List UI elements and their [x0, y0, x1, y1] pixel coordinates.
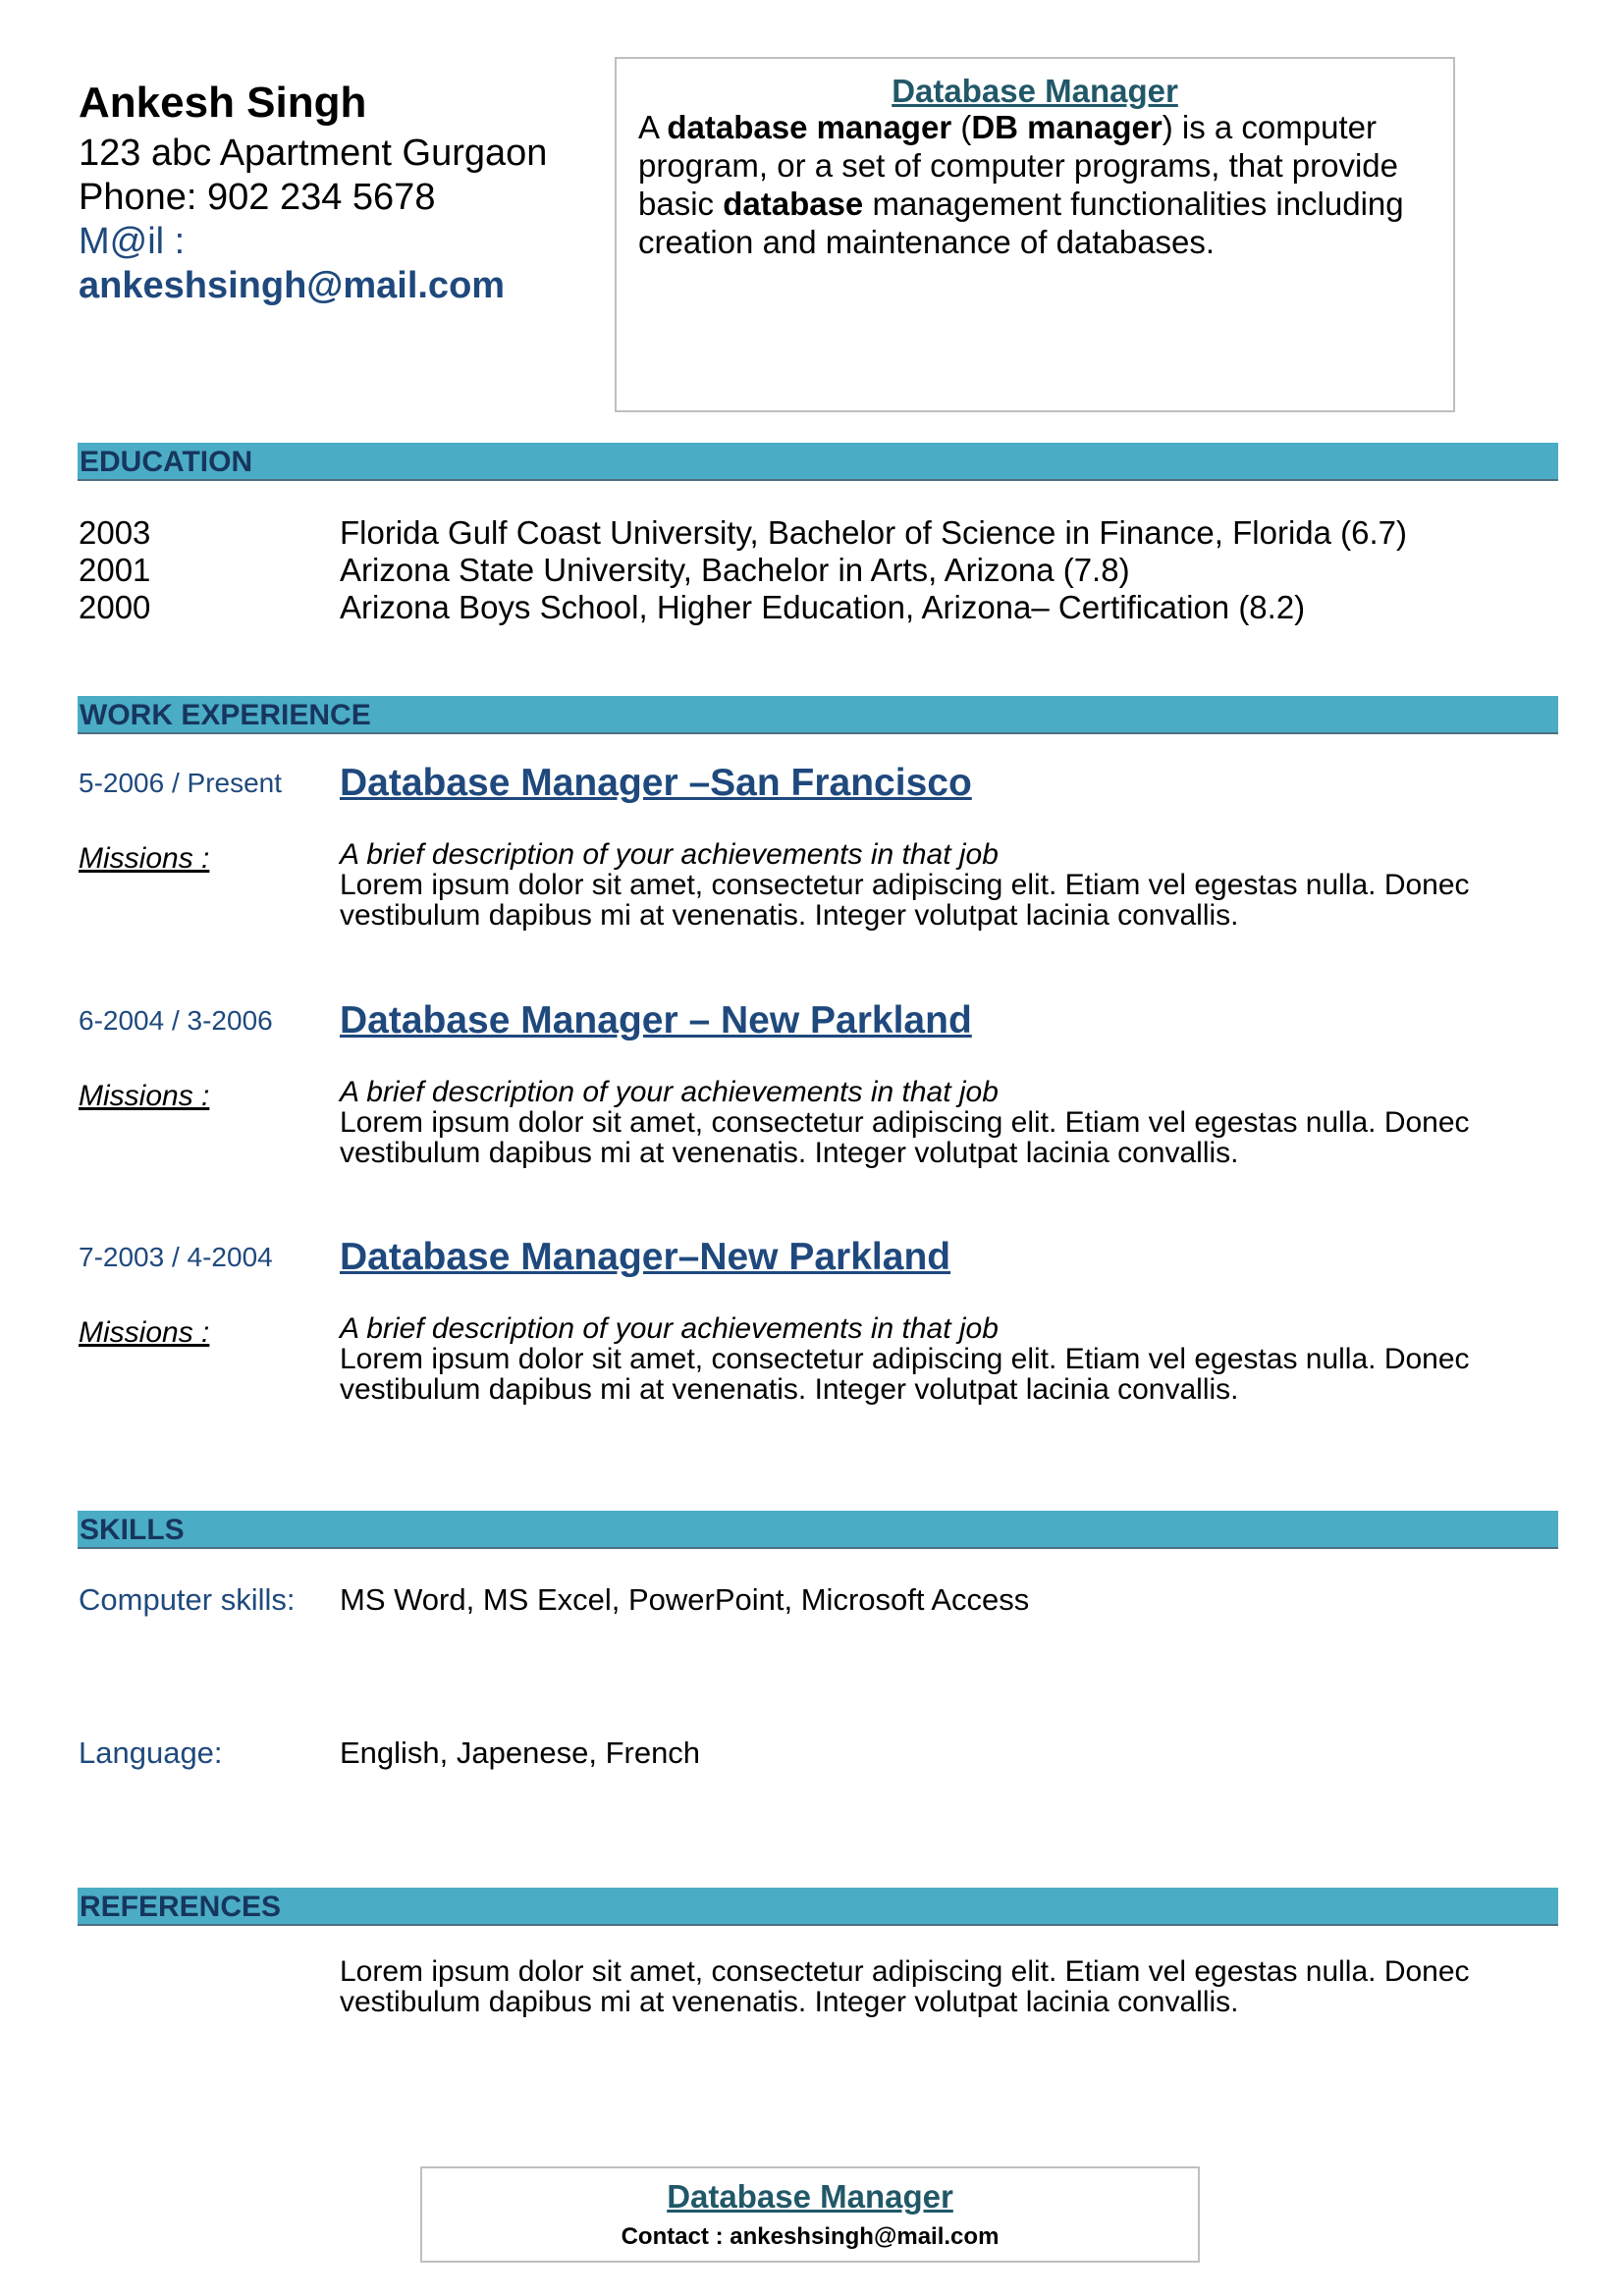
edu-year: 2001 [79, 552, 151, 588]
job-title[interactable]: Database Manager – New Parkland [340, 999, 972, 1041]
edu-year: 2000 [79, 589, 151, 625]
section-title: WORK EXPERIENCE [80, 699, 371, 731]
address: 123 abc Apartment Gurgaon [79, 133, 548, 174]
footer-box [420, 2166, 1200, 2263]
edu-year: 2003 [79, 514, 151, 551]
mail-label: M@il : [79, 221, 186, 262]
mail-address[interactable]: ankeshsingh@mail.com [79, 265, 506, 306]
computer-skills-value: MS Word, MS Excel, PowerPoint, Microsoft Access [340, 1582, 1030, 1617]
section-title: SKILLS [80, 1514, 185, 1546]
job-brief: A brief description of your achievements in that job [340, 1312, 999, 1345]
intro-title: Database Manager [892, 73, 1178, 109]
language-label: Language: [79, 1735, 223, 1770]
section-education [78, 443, 1558, 481]
section-work-experience [78, 696, 1558, 734]
job-dates: 7-2003 / 4-2004 [79, 1242, 273, 1272]
job-description [340, 1313, 1518, 1405]
computer-skills-label: Computer skills: [79, 1582, 296, 1617]
intro-box [615, 57, 1455, 412]
section-title: REFERENCES [80, 1891, 282, 1923]
job-description [340, 839, 1518, 931]
intro-text: A database manager (DB manager) is a computer program, or a set of computer programs, that provide basic database management functionalities including creation and maintenance of databases. [638, 109, 1404, 260]
job-dates: 6-2004 / 3-2006 [79, 1005, 273, 1036]
footer-title: Database Manager [667, 2178, 953, 2215]
edu-entry: Florida Gulf Coast University, Bachelor of Science in Finance, Florida (6.7) [340, 514, 1408, 551]
job-title[interactable]: Database Manager–New Parkland [340, 1236, 951, 1278]
job-brief: A brief description of your achievements in that job [340, 1076, 999, 1108]
job-desc-text: Lorem ipsum dolor sit amet, consectetur adipiscing elit. Etiam vel egestas nulla. Donec vestibulum dapibus mi at venenatis. Integer volutpat lacinia convallis. [340, 1343, 1470, 1406]
language-value: English, Japenese, French [340, 1735, 701, 1770]
job-desc-text: Lorem ipsum dolor sit amet, consectetur adipiscing elit. Etiam vel egestas nulla. Donec vestibulum dapibus mi at venenatis. Integer volutpat lacinia convallis. [340, 869, 1470, 932]
job-desc-text: Lorem ipsum dolor sit amet, consectetur adipiscing elit. Etiam vel egestas nulla. Donec vestibulum dapibus mi at venenatis. Integer volutpat lacinia convallis. [340, 1106, 1470, 1169]
job-brief: A brief description of your achievements in that job [340, 838, 999, 871]
references-text: Lorem ipsum dolor sit amet, consectetur adipiscing elit. Etiam vel egestas nulla. Donec vestibulum dapibus mi at venenatis. Integer volutpat lacinia convallis. [340, 1955, 1470, 2018]
missions-label: Missions : [79, 1080, 210, 1112]
job-description [340, 1077, 1518, 1168]
missions-label: Missions : [79, 842, 210, 875]
section-references [78, 1888, 1558, 1926]
footer-contact: Contact : ankeshsingh@mail.com [621, 2223, 1000, 2250]
job-title[interactable]: Database Manager –San Francisco [340, 762, 972, 804]
candidate-name: Ankesh Singh [79, 79, 367, 127]
missions-label: Missions : [79, 1316, 210, 1349]
phone: Phone: 902 234 5678 [79, 177, 436, 218]
section-skills [78, 1511, 1558, 1549]
edu-entry: Arizona State University, Bachelor in Arts, Arizona (7.8) [340, 552, 1130, 588]
edu-entry: Arizona Boys School, Higher Education, Arizona– Certification (8.2) [340, 589, 1306, 625]
section-title: EDUCATION [80, 446, 253, 478]
job-dates: 5-2006 / Present [79, 768, 283, 798]
